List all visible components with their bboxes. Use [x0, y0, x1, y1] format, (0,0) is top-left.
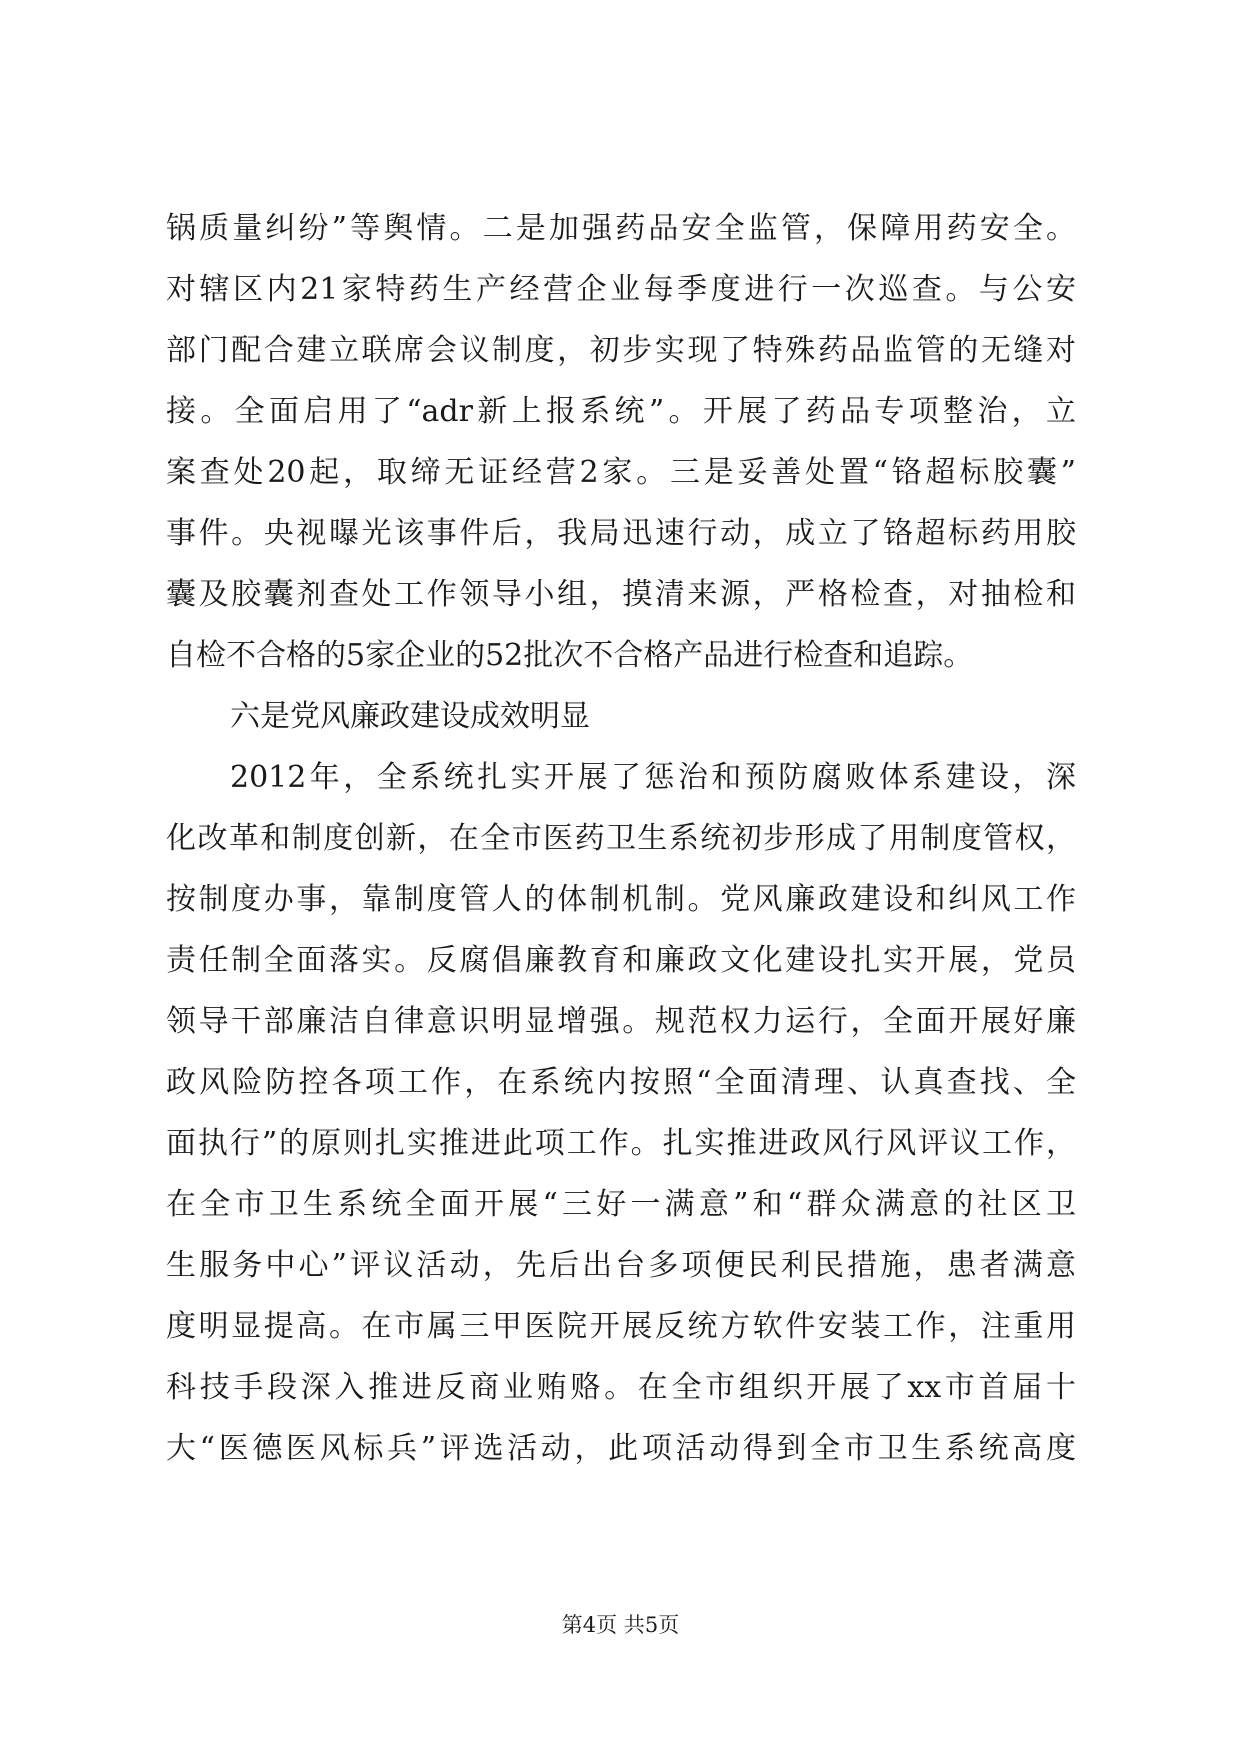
text-line: 化改革和制度创新，在全市医药卫生系统初步形成了用制度管权， — [166, 821, 1076, 856]
text-line: 接。全面启用了“adr新上报系统”。开展了药品专项整治，立 — [166, 394, 1076, 429]
page-footer: 第4页 共5页 — [561, 1613, 680, 1637]
text-line: 锅质量纠纷”等舆情。二是加强药品安全监管，保障用药安全。 — [166, 211, 1076, 246]
text-line: 对辖区内21家特药生产经营企业每季度进行一次巡查。与公安 — [166, 272, 1076, 307]
text-line: 科技手段深入推进反商业贿赂。在全市组织开展了xx市首届十 — [166, 1370, 1076, 1405]
text-line: 囊及胶囊剂查处工作领导小组，摸清来源，严格检查，对抽检和 — [166, 577, 1076, 612]
text-line: 自检不合格的5家企业的52批次不合格产品进行检查和追踪。 — [166, 638, 974, 673]
text-line: 案查处20起，取缔无证经营2家。三是妥善处置“铬超标胶囊” — [166, 455, 1076, 490]
text-line: 按制度办事，靠制度管人的体制机制。党风廉政建设和纠风工作 — [166, 882, 1076, 917]
text-line: 度明显提高。在市属三甲医院开展反统方软件安装工作，注重用 — [166, 1309, 1076, 1344]
text-line: 事件。央视曝光该事件后，我局迅速行动，成立了铬超标药用胶 — [166, 516, 1076, 551]
body-text — [166, 198, 1076, 1479]
text-line: 在全市卫生系统全面开展“三好一满意”和“群众满意的社区卫 — [166, 1187, 1076, 1222]
text-line: 生服务中心”评议活动，先后出台多项便民利民措施，患者满意 — [166, 1248, 1076, 1283]
text-line: 政风险防控各项工作，在系统内按照“全面清理、认真查找、全 — [166, 1065, 1076, 1100]
text-line: 责任制全面落实。反腐倡廉教育和廉政文化建设扎实开展，党员 — [166, 943, 1076, 978]
text-line: 2012年，全系统扎实开展了惩治和预防腐败体系建设，深 — [230, 760, 1076, 795]
text-line: 面执行”的原则扎实推进此项工作。扎实推进政风行风评议工作， — [166, 1126, 1076, 1161]
text-line: 大“医德医风标兵”评选活动，此项活动得到全市卫生系统高度 — [166, 1431, 1076, 1466]
section-heading: 六是党风廉政建设成效明显 — [230, 699, 590, 734]
text-line: 部门配合建立联席会议制度，初步实现了特殊药品监管的无缝对 — [166, 333, 1076, 368]
text-line: 领导干部廉洁自律意识明显增强。规范权力运行，全面开展好廉 — [166, 1004, 1076, 1039]
